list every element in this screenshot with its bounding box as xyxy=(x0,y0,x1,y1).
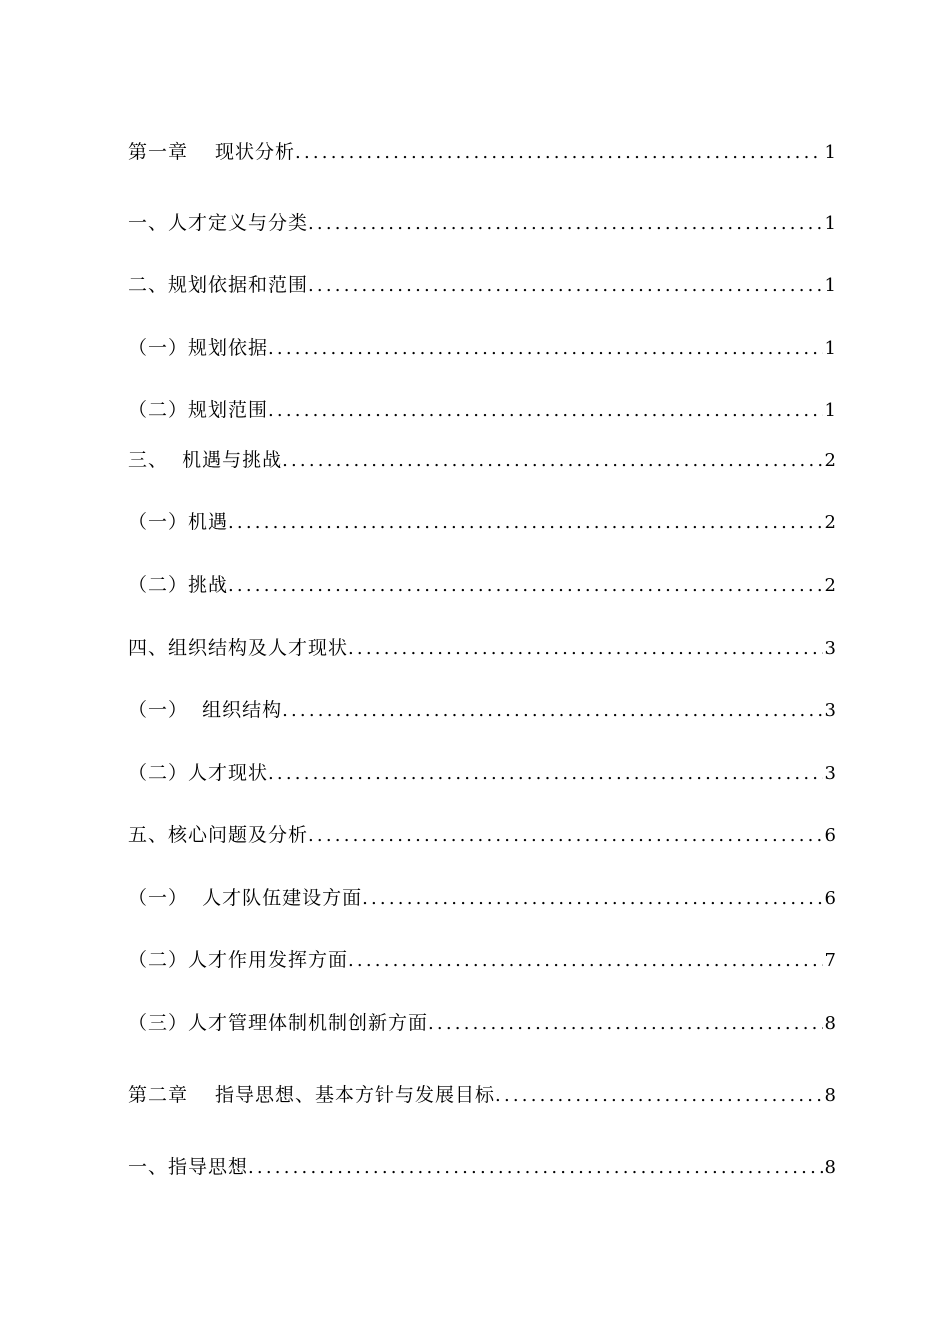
toc-entry-title: 一、指导思想 xyxy=(128,1156,249,1178)
toc-entry-title: （一） 人才队伍建设方面 xyxy=(128,887,363,909)
toc-entry[interactable] xyxy=(128,270,836,300)
toc-page-number: 1 xyxy=(824,213,836,234)
toc-entry-title: （一）规划依据 xyxy=(128,337,269,359)
toc-entry-title: 三、 机遇与挑战 xyxy=(128,449,283,471)
toc-entry[interactable] xyxy=(128,945,836,975)
toc-entry-title: 四、组织结构及人才现状 xyxy=(128,637,349,659)
dot-leader xyxy=(268,759,823,789)
toc-page-number: 1 xyxy=(824,400,836,421)
toc-page-number: 2 xyxy=(824,512,836,533)
toc-entry-title: 第二章 指导思想、基本方针与发展目标 xyxy=(128,1084,496,1106)
toc-entry[interactable] xyxy=(128,333,836,363)
toc-entry[interactable] xyxy=(128,208,836,238)
toc-page-number: 1 xyxy=(824,142,836,163)
toc-entry-title: 第一章 现状分析 xyxy=(128,141,296,163)
toc-page-number: 1 xyxy=(824,275,836,296)
toc-page-number: 2 xyxy=(824,450,836,471)
dot-leader xyxy=(308,209,823,239)
dot-leader xyxy=(428,1009,823,1039)
dot-leader xyxy=(495,1081,823,1111)
dot-leader xyxy=(228,508,823,538)
toc-page-number: 6 xyxy=(824,888,836,909)
toc-entry-title: （二）挑战 xyxy=(128,574,229,596)
toc-entry-title: （三）人才管理体制机制创新方面 xyxy=(128,1012,429,1034)
toc-page-number: 2 xyxy=(824,575,836,596)
toc-entry-title: （二）人才现状 xyxy=(128,762,269,784)
toc-entry[interactable] xyxy=(128,633,836,663)
toc-entry[interactable] xyxy=(128,695,836,725)
dot-leader xyxy=(362,884,822,914)
toc-entry-title: （一） 组织结构 xyxy=(128,699,283,721)
toc-entry[interactable] xyxy=(128,137,836,167)
toc-page-number: 1 xyxy=(824,338,836,359)
dot-leader xyxy=(308,821,823,851)
toc-entry[interactable] xyxy=(128,1152,836,1182)
toc-entry[interactable] xyxy=(128,395,836,425)
toc-page-number: 8 xyxy=(824,1157,836,1178)
dot-leader xyxy=(268,396,823,426)
toc-page-number: 3 xyxy=(824,763,836,784)
dot-leader xyxy=(348,946,823,976)
toc-entry[interactable] xyxy=(128,820,836,850)
toc-entry-title: （二）规划范围 xyxy=(128,399,269,421)
toc-entry[interactable] xyxy=(128,445,836,475)
toc-entry[interactable] xyxy=(128,1008,836,1038)
toc-entry[interactable] xyxy=(128,883,836,913)
dot-leader xyxy=(268,334,823,364)
toc-entry-title: 五、核心问题及分析 xyxy=(128,824,309,846)
toc-page-number: 8 xyxy=(824,1085,836,1106)
toc-entry[interactable] xyxy=(128,570,836,600)
toc-entry-title: 二、规划依据和范围 xyxy=(128,274,309,296)
toc-entry[interactable] xyxy=(128,758,836,788)
dot-leader xyxy=(295,138,823,168)
toc-page-number: 8 xyxy=(824,1013,836,1034)
dot-leader xyxy=(282,446,822,476)
dot-leader xyxy=(348,634,823,664)
toc-page-number: 3 xyxy=(824,638,836,659)
toc-entry[interactable] xyxy=(128,1080,836,1110)
dot-leader xyxy=(282,696,822,726)
toc-entry-title: （一）机遇 xyxy=(128,511,229,533)
toc-entry[interactable] xyxy=(128,507,836,537)
toc-page-number: 3 xyxy=(824,700,836,721)
dot-leader xyxy=(228,571,823,601)
toc-entry-title: 一、人才定义与分类 xyxy=(128,212,309,234)
dot-leader xyxy=(308,271,823,301)
toc-page-number: 7 xyxy=(824,950,836,971)
toc-entry-title: （二）人才作用发挥方面 xyxy=(128,949,349,971)
toc-page-number: 6 xyxy=(824,825,836,846)
dot-leader xyxy=(248,1153,823,1183)
